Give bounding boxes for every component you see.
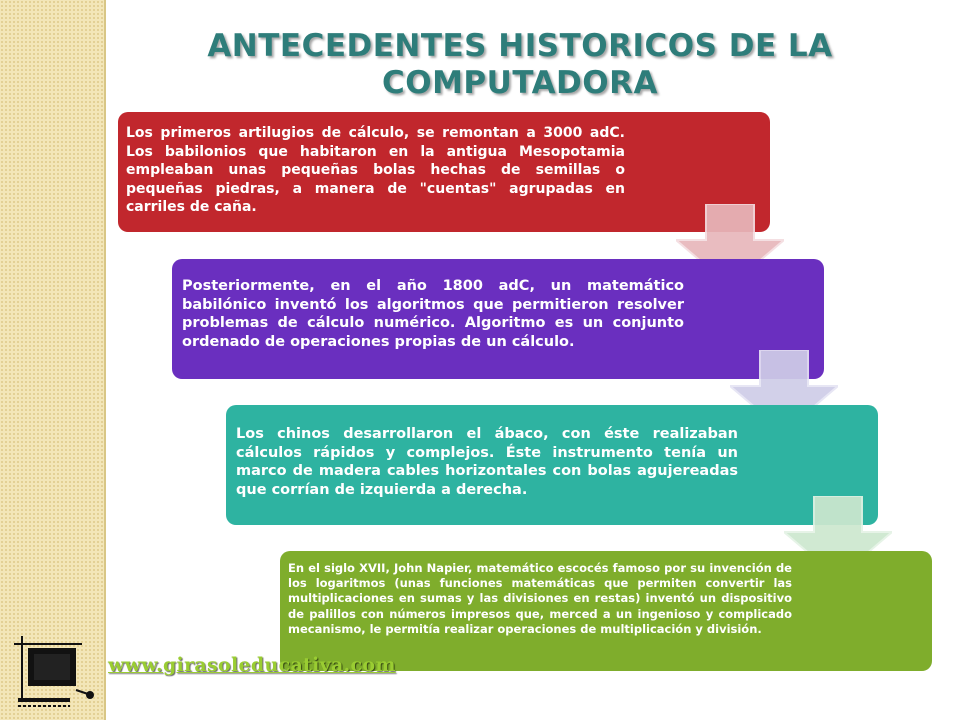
step-text-2: Posteriormente, en el año 1800 adC, un matemático babilónico inventó los algoritmos que permitieron resolver problemas de cálculo numérico. Algoritmo es un conjunto ordenado de operaciones propias de un cálculo. <box>182 278 684 350</box>
decorative-sidebar <box>0 0 104 720</box>
sidebar-divider <box>104 0 106 720</box>
step-text-3: Los chinos desarrollaron el ábaco, con éste realizaban cálculos rápidos y complejos. Éste instrumento tenía un marco de madera cables horizontales con bolas agujereadas que corrían de izquierda a derecha. <box>236 426 738 498</box>
step-box-2 <box>172 259 824 379</box>
step-text-4: En el siglo XVII, John Napier, matemático escocés famoso por su invención de los logaritmos (unas funciones matemáticas que permiten convertir las multiplicaciones en sumas y las divisiones en restas) inventó un dispositivo de palillos con números impresos que, merced a un ingenioso y complicado mecanismo, le permitía realizar operaciones de multiplicación y división. <box>288 561 792 636</box>
step-box-4 <box>280 551 932 671</box>
computer-logo-icon <box>10 632 102 712</box>
website-link[interactable]: www.girasoleducativa.com <box>108 654 396 676</box>
step-text-1: Los primeros artilugios de cálculo, se remontan a 3000 adC. Los babilonios que habitaron en la antigua Mesopotamia empleaban unas pequeñas bolas hechas de semillas o pequeñas piedras, a manera de "cuentas" agrupadas en carriles de caña. <box>126 125 625 215</box>
step-box-3 <box>226 405 878 525</box>
slide-title: ANTECEDENTES HISTORICOS DE LA COMPUTADORA <box>207 28 833 101</box>
step-box-1 <box>118 112 770 232</box>
